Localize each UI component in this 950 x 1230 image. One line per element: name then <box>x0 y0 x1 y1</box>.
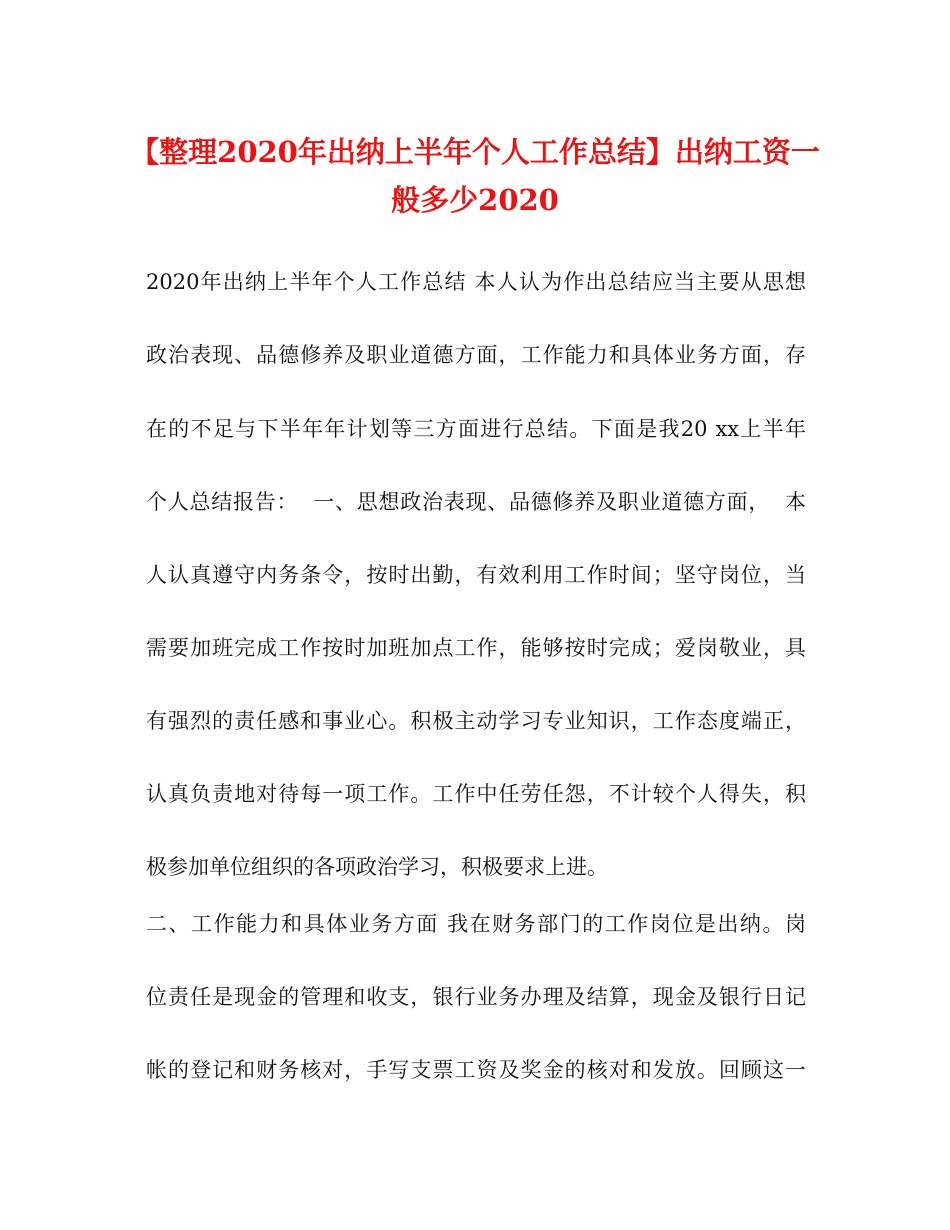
body-line-2: 政治表现、品德修养及职业道德方面，工作能力和具体业务方面，存 <box>146 343 806 367</box>
body-line-5: 人认真遵守内务条令，按时出勤，有效利用工作时间；坚守岗位，当 <box>146 563 806 587</box>
body-line-10: 二、工作能力和具体业务方面 我在财务部门的工作岗位是出纳。岗 <box>146 912 806 936</box>
body-line-4: 个人总结报告： 一、思想政治表现、品德修养及职业道德方面， 本 <box>146 490 806 514</box>
document-title-line-1: 【整理2020年出纳上半年个人工作总结】出纳工资一 <box>130 135 820 169</box>
body-line-8: 认真负责地对待每一项工作。工作中任劳任怨，不计较个人得失，积 <box>146 782 806 806</box>
body-line-12: 帐的登记和财务核对，手写支票工资及奖金的核对和发放。回顾这一 <box>146 1058 806 1082</box>
body-line-11: 位责任是现金的管理和收支，银行业务办理及结算，现金及银行日记 <box>146 985 806 1009</box>
body-line-9: 极参加单位组织的各项政治学习，积极要求上进。 <box>146 855 608 879</box>
document-title-line-2: 般多少2020 <box>391 183 559 217</box>
body-line-3: 在的不足与下半年年计划等三方面进行总结。下面是我20 xx上半年 <box>146 417 806 441</box>
body-line-7: 有强烈的责任感和事业心。积极主动学习专业知识，工作态度端正， <box>146 709 806 733</box>
body-line-6: 需要加班完成工作按时加班加点工作，能够按时完成；爱岗敬业，具 <box>146 636 806 660</box>
body-line-1: 2020年出纳上半年个人工作总结 本人认为作出总结应当主要从思想 <box>146 270 806 294</box>
